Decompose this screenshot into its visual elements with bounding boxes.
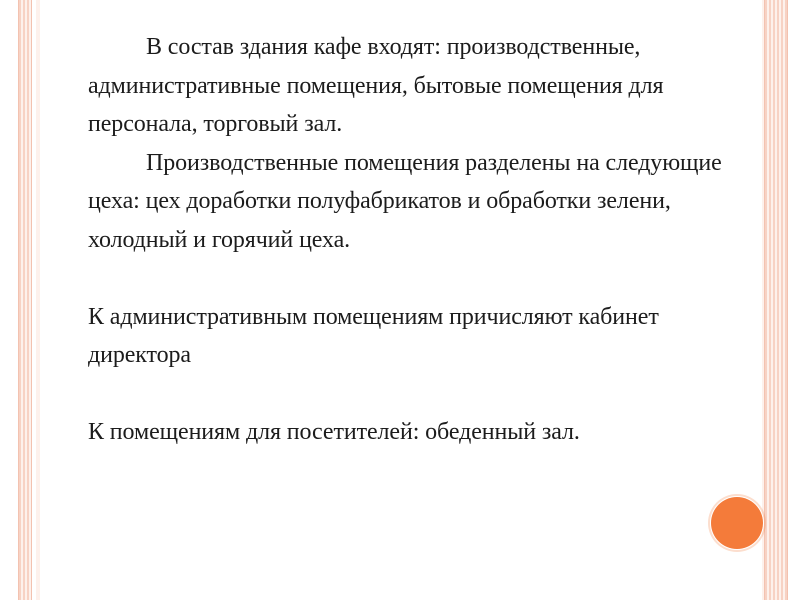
paragraph-building-composition: В состав здания кафе входят: производственные, административные помещения, бытовые помещения для персонала, торговый зал. <box>88 34 664 137</box>
right-decorative-border <box>764 0 788 600</box>
spacer <box>88 375 748 414</box>
spacer <box>88 259 748 298</box>
slide-text <box>88 28 748 452</box>
paragraph-admin-rooms: К административным помещениям причисляют кабинет директора <box>88 303 659 368</box>
paragraph-production-rooms: Производственные помещения разделены на следующие цеха: цех доработки полуфабрикатов и обработки зелени, холодный и горячий цеха. <box>88 149 722 253</box>
left-decorative-border <box>18 0 32 600</box>
paragraph-visitor-rooms: К помещениям для посетителей: обеденный зал. <box>88 419 580 445</box>
orange-circle-icon <box>711 497 763 549</box>
